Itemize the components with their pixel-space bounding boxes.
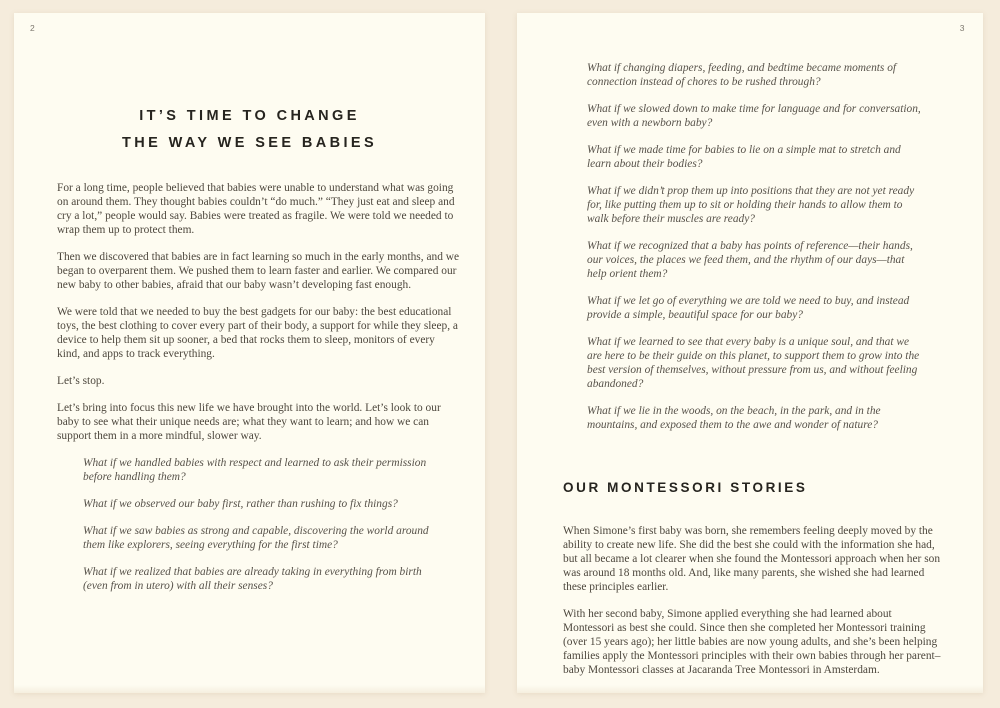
- chapter-title-line-1: IT’S TIME TO CHANGE: [139, 108, 360, 124]
- paragraph: Let’s stop.: [57, 375, 105, 387]
- page-number-right: 3: [959, 23, 965, 33]
- page-left: [14, 13, 485, 693]
- chapter-title: [14, 103, 485, 157]
- what-if-question: What if we lie in the woods, on the beach, in the park, and in the mountains, and exposed them to the awe and wonder of nature?: [587, 405, 881, 431]
- what-if-question: What if we didn’t prop them up into positions that they are not yet ready for, like putting them up to sit or holding their hands to allow them to walk before their muscles are ready?: [587, 185, 915, 225]
- what-if-question: What if we realized that babies are already taking in everything from birth (even from in utero) with all their senses?: [83, 566, 422, 592]
- paragraph: For a long time, people believed that babies were unable to understand what was going on around them. They thought babies couldn’t “do much.” “They just eat and sleep and cry a lot,” people would say. Babies were treated as fragile. We were told we needed to wrap them up to protect them.: [57, 182, 455, 236]
- page-number-left: 2: [30, 23, 36, 33]
- paragraph: Then we discovered that babies are in fact learning so much in the early months, and we began to overparent them. We pushed them to learn faster and earlier. We compared our new baby to other babies, afraid that our baby wasn’t developing fast enough.: [57, 251, 460, 291]
- section-heading: OUR MONTESSORI STORIES: [563, 480, 808, 495]
- paragraph: Let’s bring into focus this new life we have brought into the world. Let’s look to our baby to see what their unique needs are; what they want to learn; and how we can support them in a more mindful, slower way.: [57, 402, 441, 442]
- page-right: [517, 13, 983, 693]
- what-if-question: What if we saw babies as strong and capable, discovering the world around them like explorers, seeing everything for the first time?: [83, 525, 429, 551]
- paragraph: With her second baby, Simone applied everything she had learned about Montessori as best she could. Since then she completed her Montessori training (over 15 years ago); her little babies are now young adults, and she’s been helping families apply the Montessori principles with their own babies through her parent–baby Montessori classes at Jacaranda Tree Montessori in Amsterdam.: [563, 608, 941, 676]
- what-if-question: What if we slowed down to make time for language and for conversation, even with a newborn baby?: [587, 103, 921, 129]
- paragraph: When Simone’s first baby was born, she remembers feeling deeply moved by the ability to create new life. She did the best she could with the information she had, but all became a lot clearer when she found the Montessori approach when her son was around 18 months old. And, like many parents, she wished she had learned these principles earlier.: [563, 525, 941, 593]
- what-if-question: What if we learned to see that every baby is a unique soul, and that we are here to be their guide on this planet, to support them to grow into the best version of themselves, without pressure from us, and without feeling abandoned?: [587, 336, 920, 390]
- what-if-question: What if we recognized that a baby has points of reference—their hands, our voices, the places we feed them, and the rhythm of our days—that help orient them?: [587, 240, 913, 280]
- left-page-body: [57, 181, 459, 593]
- what-if-question: What if we made time for babies to lie on a simple mat to stretch and learn about their bodies?: [587, 144, 901, 170]
- what-if-question: What if we handled babies with respect and learned to ask their permission before handling them?: [83, 457, 427, 483]
- right-page-body: [563, 61, 941, 677]
- paragraph: We were told that we needed to buy the best gadgets for our baby: the best educational toys, the best clothing to cover every part of their body, a support for while they sleep, a device to help them sit up sooner, a bed that rocks them to sleep, monitors of every kind, and apps to track everything.: [57, 306, 458, 360]
- what-if-question: What if we let go of everything we are told we need to buy, and instead provide a simple, beautiful space for our baby?: [587, 295, 910, 321]
- what-if-question: What if we observed our baby first, rather than rushing to fix things?: [83, 498, 398, 510]
- what-if-question: What if changing diapers, feeding, and bedtime became moments of connection instead of chores to be rushed through?: [587, 62, 897, 88]
- chapter-title-line-2: THE WAY WE SEE BABIES: [121, 135, 378, 151]
